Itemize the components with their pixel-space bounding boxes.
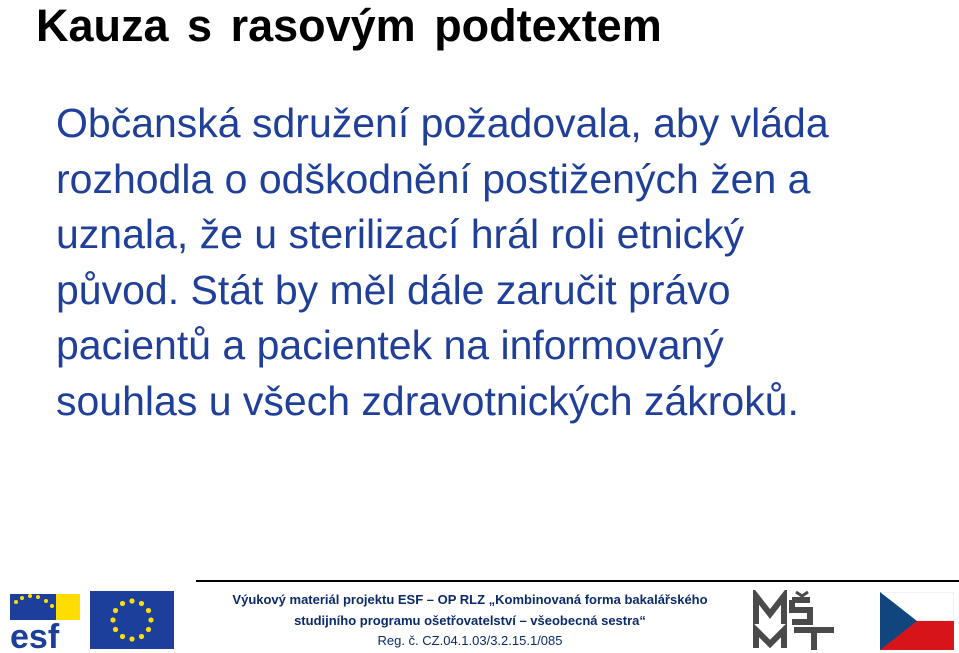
body-line: původ. Stát by měl dále zaručit právo xyxy=(56,266,731,313)
body-line: rozhodla o odškodnění postižených žen a xyxy=(56,155,811,202)
eu-star xyxy=(120,601,125,606)
esf-logo-text: esf xyxy=(10,618,60,652)
msmt-logo-text: MŠMT xyxy=(814,620,817,621)
msmt-logo xyxy=(752,590,838,652)
eu-star xyxy=(148,617,153,622)
eu-star xyxy=(139,634,144,639)
body-line: pacientů a pacientek na informovaný xyxy=(56,322,724,368)
eu-star xyxy=(139,601,144,606)
eu-flag-icon xyxy=(90,591,174,649)
msmt-logo-strokes xyxy=(756,596,834,650)
eu-star xyxy=(129,598,134,603)
slide-title: Kauza s rasovým podtextem xyxy=(36,0,662,51)
eu-star xyxy=(113,608,118,613)
eu-star xyxy=(146,608,151,613)
esf-logo-block xyxy=(56,594,80,620)
body-line: uznala, že u sterilizací hrál roli etnický xyxy=(56,211,745,257)
eu-star xyxy=(146,627,151,632)
body-line: Občanská sdružení požadovala, aby vláda xyxy=(56,100,829,146)
body-line: souhlas u všech zdravotnických zákroků. xyxy=(56,377,799,424)
footer-line-2: studijního programu ošetřovatelství – všeobecná sestra“ xyxy=(294,613,646,628)
footer-project-text xyxy=(196,589,744,631)
footer-divider xyxy=(196,580,959,582)
msmt-logo-caron xyxy=(796,592,808,596)
czech-flag-icon xyxy=(880,592,954,650)
eu-star xyxy=(110,617,115,622)
footer-line-1: Výukový materiál projektu ESF – OP RLZ „Kombinovaná forma bakalářského xyxy=(232,592,708,607)
eu-star xyxy=(120,634,125,639)
footer-registration: Reg. č. CZ.04.1.03/3.2.15.1/085 xyxy=(377,633,563,648)
eu-star xyxy=(129,636,134,641)
slide-body xyxy=(56,96,946,429)
esf-logo xyxy=(6,590,88,652)
eu-star xyxy=(113,627,118,632)
